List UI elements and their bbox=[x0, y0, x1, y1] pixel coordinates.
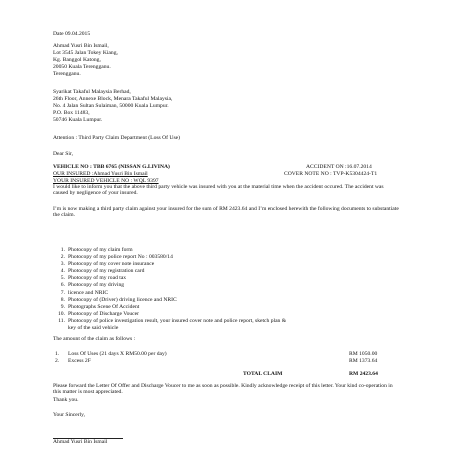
total-claim-amount: RM 2423.64 bbox=[349, 371, 378, 377]
sender-line: 20050 Kuala Terengganu. bbox=[53, 64, 111, 70]
list-item: 1. Photocopy of my claim form bbox=[60, 247, 133, 253]
our-insured: OUR INSURED :Ahmad Yusri Bin Ismail bbox=[53, 171, 148, 177]
list-item: 11. Photocopy of police investigation result, your insured cover note and police report, sketch plan & bbox=[58, 317, 287, 324]
attention-line: Attention : Third Party Claim Department (Loss Of Use) bbox=[53, 135, 180, 141]
list-item: 2. Photocopy of my police report No : 003580/14 bbox=[60, 254, 173, 261]
signature-name: Ahmad Yusri Bin Ismail bbox=[53, 439, 108, 445]
list-item: 4. Photocopy of my registration card bbox=[60, 268, 145, 275]
list-item: 10. Photocopy of Discharge Voucer bbox=[58, 310, 139, 317]
vehicle-number: VEHICLE NO : TBB 6765 (NISSAN G.LIVINA) bbox=[53, 164, 170, 170]
paragraph-request: Please forward the Letter Of Offer and Discharge Voucer to me as soon as possible. Kindly acknowledge receipt of this letter. Your kind co-operation in this matter is most appreciated. bbox=[53, 383, 393, 396]
sender-line: Lot 3545 Jalan Tokey Kiang, bbox=[53, 50, 118, 56]
amount-intro: The amount of the claim as follows : bbox=[53, 336, 136, 342]
letter-date: Date 09.04.2015 bbox=[53, 31, 91, 37]
closing-line: Your Sincerly, bbox=[53, 412, 86, 418]
recipient-line: 50746 Kuala Lumpur. bbox=[53, 117, 103, 123]
sender-line: Ahmad Yusri Bin Ismail, bbox=[53, 43, 109, 49]
claim-amount: RM 1050.00 bbox=[349, 351, 378, 357]
list-item: 9. Photographs Scene Of Accident bbox=[60, 303, 140, 310]
enclosed-documents-list bbox=[52, 247, 286, 332]
list-item: 5. Photocopy of my road tax bbox=[60, 275, 127, 282]
recipient-line: No. 4 Jalan Sultan Sulaiman, 50000 Kuala Lumpur. bbox=[53, 103, 169, 109]
list-item: 7. licence and NRIC bbox=[60, 289, 109, 296]
your-insured-vehicle: YOUR INSURED VEHICLE NO : WQL 9397 bbox=[53, 178, 159, 184]
claim-amount: RM 1373.64 bbox=[349, 358, 378, 364]
salutation: Dear Sir, bbox=[53, 151, 73, 157]
claim-description: Loss Of Uses (21 days X RM50.00 per day) bbox=[68, 351, 167, 357]
list-item: 3. Photocopy of my cover note insurance bbox=[60, 261, 155, 268]
list-item: 6. Photocopy of my driving bbox=[60, 282, 125, 289]
cover-note-number: COVER NOTE NO : TVP-K5304424-T1 bbox=[284, 171, 378, 177]
claim-description: Excess 2F bbox=[68, 358, 91, 364]
accident-date: ACCIDENT ON :16.07.2014 bbox=[306, 164, 372, 170]
claim-number: 2. bbox=[55, 358, 60, 364]
paragraph-inform: I would like to inform you that the above third party vehicle was insured with you at the material time when the accident occured. The accident was caused by negligence of your insured. bbox=[53, 184, 384, 197]
total-claim-label: TOTAL CLAIM bbox=[243, 371, 283, 377]
recipient-line: P.O. Box 11483, bbox=[53, 110, 90, 116]
recipient-line: 26th Floor, Annexe Block, Menara Takaful Malaysia, bbox=[53, 96, 173, 102]
recipient-line: Syarikat Takaful Malaysia Berhad, bbox=[53, 89, 131, 95]
list-item: key of the said vehicle bbox=[68, 325, 119, 332]
sender-line: Terengganu. bbox=[53, 71, 81, 77]
sender-line: Kg. Banggol Katong, bbox=[53, 57, 101, 63]
claim-number: 1. bbox=[55, 351, 60, 357]
list-item: 8. Photocopy of (Driver) driving licence and NRIC bbox=[60, 296, 177, 303]
paragraph-claim: I’m is now making a third party claim against your insured for the sum of RM 2423.64 and I’m enclosed herewith the following documents to substantiate the claim. bbox=[53, 206, 399, 219]
thanks-line: Thank you. bbox=[53, 397, 79, 403]
